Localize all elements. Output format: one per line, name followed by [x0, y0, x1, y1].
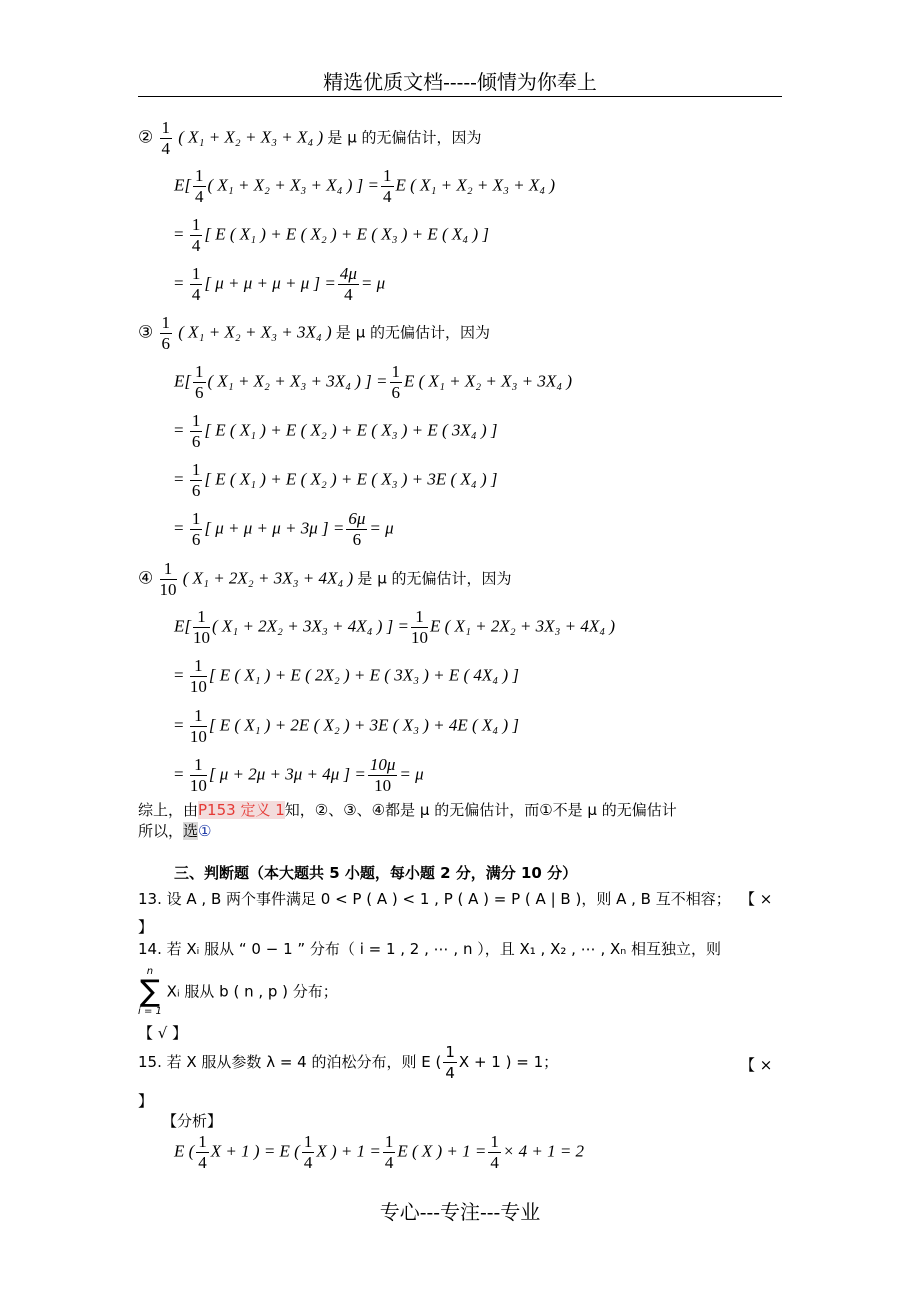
section4-statement [138, 559, 512, 600]
section4-marker: ④ [138, 568, 154, 588]
page-header: 精选优质文档-----倾情为你奉上 [323, 70, 597, 94]
analysis-label: 【分析】 [162, 1112, 223, 1130]
section3-claim: 是 μ 的无偏估计，因为 [335, 323, 491, 342]
analysis-equation: E ( $\frac{1}{4}$ X + 1 ) = E ( $\frac{1}{4}$ X ) + 1 = $\frac{1}{4}$ E ( X ) + 1 = $\frac{1}{4}$ × 4 + 1 = 2 [174, 1132, 585, 1172]
section3-coef: $\frac{1}{6}$ [161, 313, 170, 353]
section4-line4: = $\frac{1}{10}$ [ μ + 2μ + 3μ + 4μ ] = $\frac{10\mu}{10}$ = μ [174, 755, 424, 795]
section4-line3: = $\frac{1}{10}$ [ E ( X₁ ) + 2E ( X₂ ) + 3E ( X₃ ) + 4E ( X₄ ) ] [174, 706, 519, 746]
part3-heading: 三、判断题（本大题共 5 小题，每小题 2 分，满分 10 分） [174, 864, 578, 882]
section3-expr: ( X₁ + X₂ + X₃ + 3X₄ ) [178, 322, 332, 342]
selected-answer: ① [198, 822, 212, 840]
section2-marker: ② [138, 127, 154, 147]
section4-coef: $\frac{1}{10}$ [159, 559, 177, 599]
section4-claim: 是 μ 的无偏估计，因为 [357, 569, 512, 588]
question-14-sum-line: n ∑ i = 1 Xᵢ 服从 b ( n , p ) 分布； [138, 966, 338, 1017]
question-15-answer-open: 【 × [740, 1056, 773, 1074]
question-15: 15. 若 X 服从参数 λ = 4 的泊松分布，则 E ( $\frac{1}{4}$ X + 1 ) = 1； [138, 1043, 559, 1082]
summation-symbol: n ∑ i = 1 [138, 966, 162, 1017]
definition-reference: P153 定义 1 [198, 801, 285, 819]
section4-line2: = $\frac{1}{10}$ [ E ( X₁ ) + E ( 2X₂ ) + E ( 3X₃ ) + E ( 4X₄ ) ] [174, 656, 519, 696]
page-footer: 专心---专注---专业 [379, 1200, 541, 1224]
section2-expr: ( X₁ + X₂ + X₃ + X₄ ) [178, 127, 324, 147]
header-rule [138, 96, 782, 97]
section2-claim: 是 μ 的无偏估计，因为 [327, 128, 482, 147]
section2-statement [138, 118, 482, 159]
section3-line2: = $\frac{1}{6}$ [ E ( X₁ ) + E ( X₂ ) + E ( X₃ ) + E ( 3X₄ ) ] [174, 411, 498, 451]
question-15-answer-close: 】 [138, 1092, 154, 1110]
question-13: 13. 设 A , B 两个事件满足 0 < P ( A ) < 1 , P ( A ) = P ( A | B )，则 A , B 互不相容； [138, 890, 731, 908]
section4-expr: ( X₁ + 2X₂ + 3X₃ + 4X₄ ) [182, 568, 354, 588]
section2-coef: $\frac{1}{4}$ [161, 118, 170, 158]
conclusion-line2: 所以，选① [138, 822, 212, 840]
question-14: 14. 若 Xᵢ 服从 “ 0 − 1 ” 分布（ i = 1 , 2 , ⋯ , n ），且 X₁ , X₂ , ⋯ , Xₙ 相互独立，则 [138, 940, 722, 958]
section2-line2: = $\frac{1}{4}$ [ E ( X₁ ) + E ( X₂ ) + E ( X₃ ) + E ( X₄ ) ] [174, 215, 489, 255]
section4-line1: E[ $\frac{1}{10}$ ( X₁ + 2X₂ + 3X₃ + 4X₄ ) ] = $\frac{1}{10}$ E ( X₁ + 2X₂ + 3X₃ + 4X₄ ) [174, 607, 616, 647]
section3-line1: E[ $\frac{1}{6}$ ( X₁ + X₂ + X₃ + 3X₄ ) ] = $\frac{1}{6}$ E ( X₁ + X₂ + X₃ + 3X₄ ) [174, 362, 573, 402]
section3-statement [138, 313, 490, 354]
conclusion-line1: 综上，由P153 定义 1知，②、③、④都是 μ 的无偏估计，而①不是 μ 的无偏估计 [138, 801, 677, 819]
section2-line1: E[ $\frac{1}{4}$ ( X₁ + X₂ + X₃ + X₄ ) ] = $\frac{1}{4}$ E ( X₁ + X₂ + X₃ + X₄ ) [174, 166, 556, 206]
section3-line3: = $\frac{1}{6}$ [ E ( X₁ ) + E ( X₂ ) + E ( X₃ ) + 3E ( X₄ ) ] [174, 460, 498, 500]
question-13-answer-open: 【 × [740, 890, 773, 908]
section3-marker: ③ [138, 322, 154, 342]
section2-line3: = $\frac{1}{4}$ [ μ + μ + μ + μ ] = $\frac{4\mu}{4}$ = μ [174, 264, 386, 304]
question-14-answer: 【 √ 】 [138, 1024, 188, 1042]
question-13-answer-close: 】 [138, 918, 154, 936]
section3-line4: = $\frac{1}{6}$ [ μ + μ + μ + 3μ ] = $\frac{6\mu}{6}$ = μ [174, 509, 394, 549]
